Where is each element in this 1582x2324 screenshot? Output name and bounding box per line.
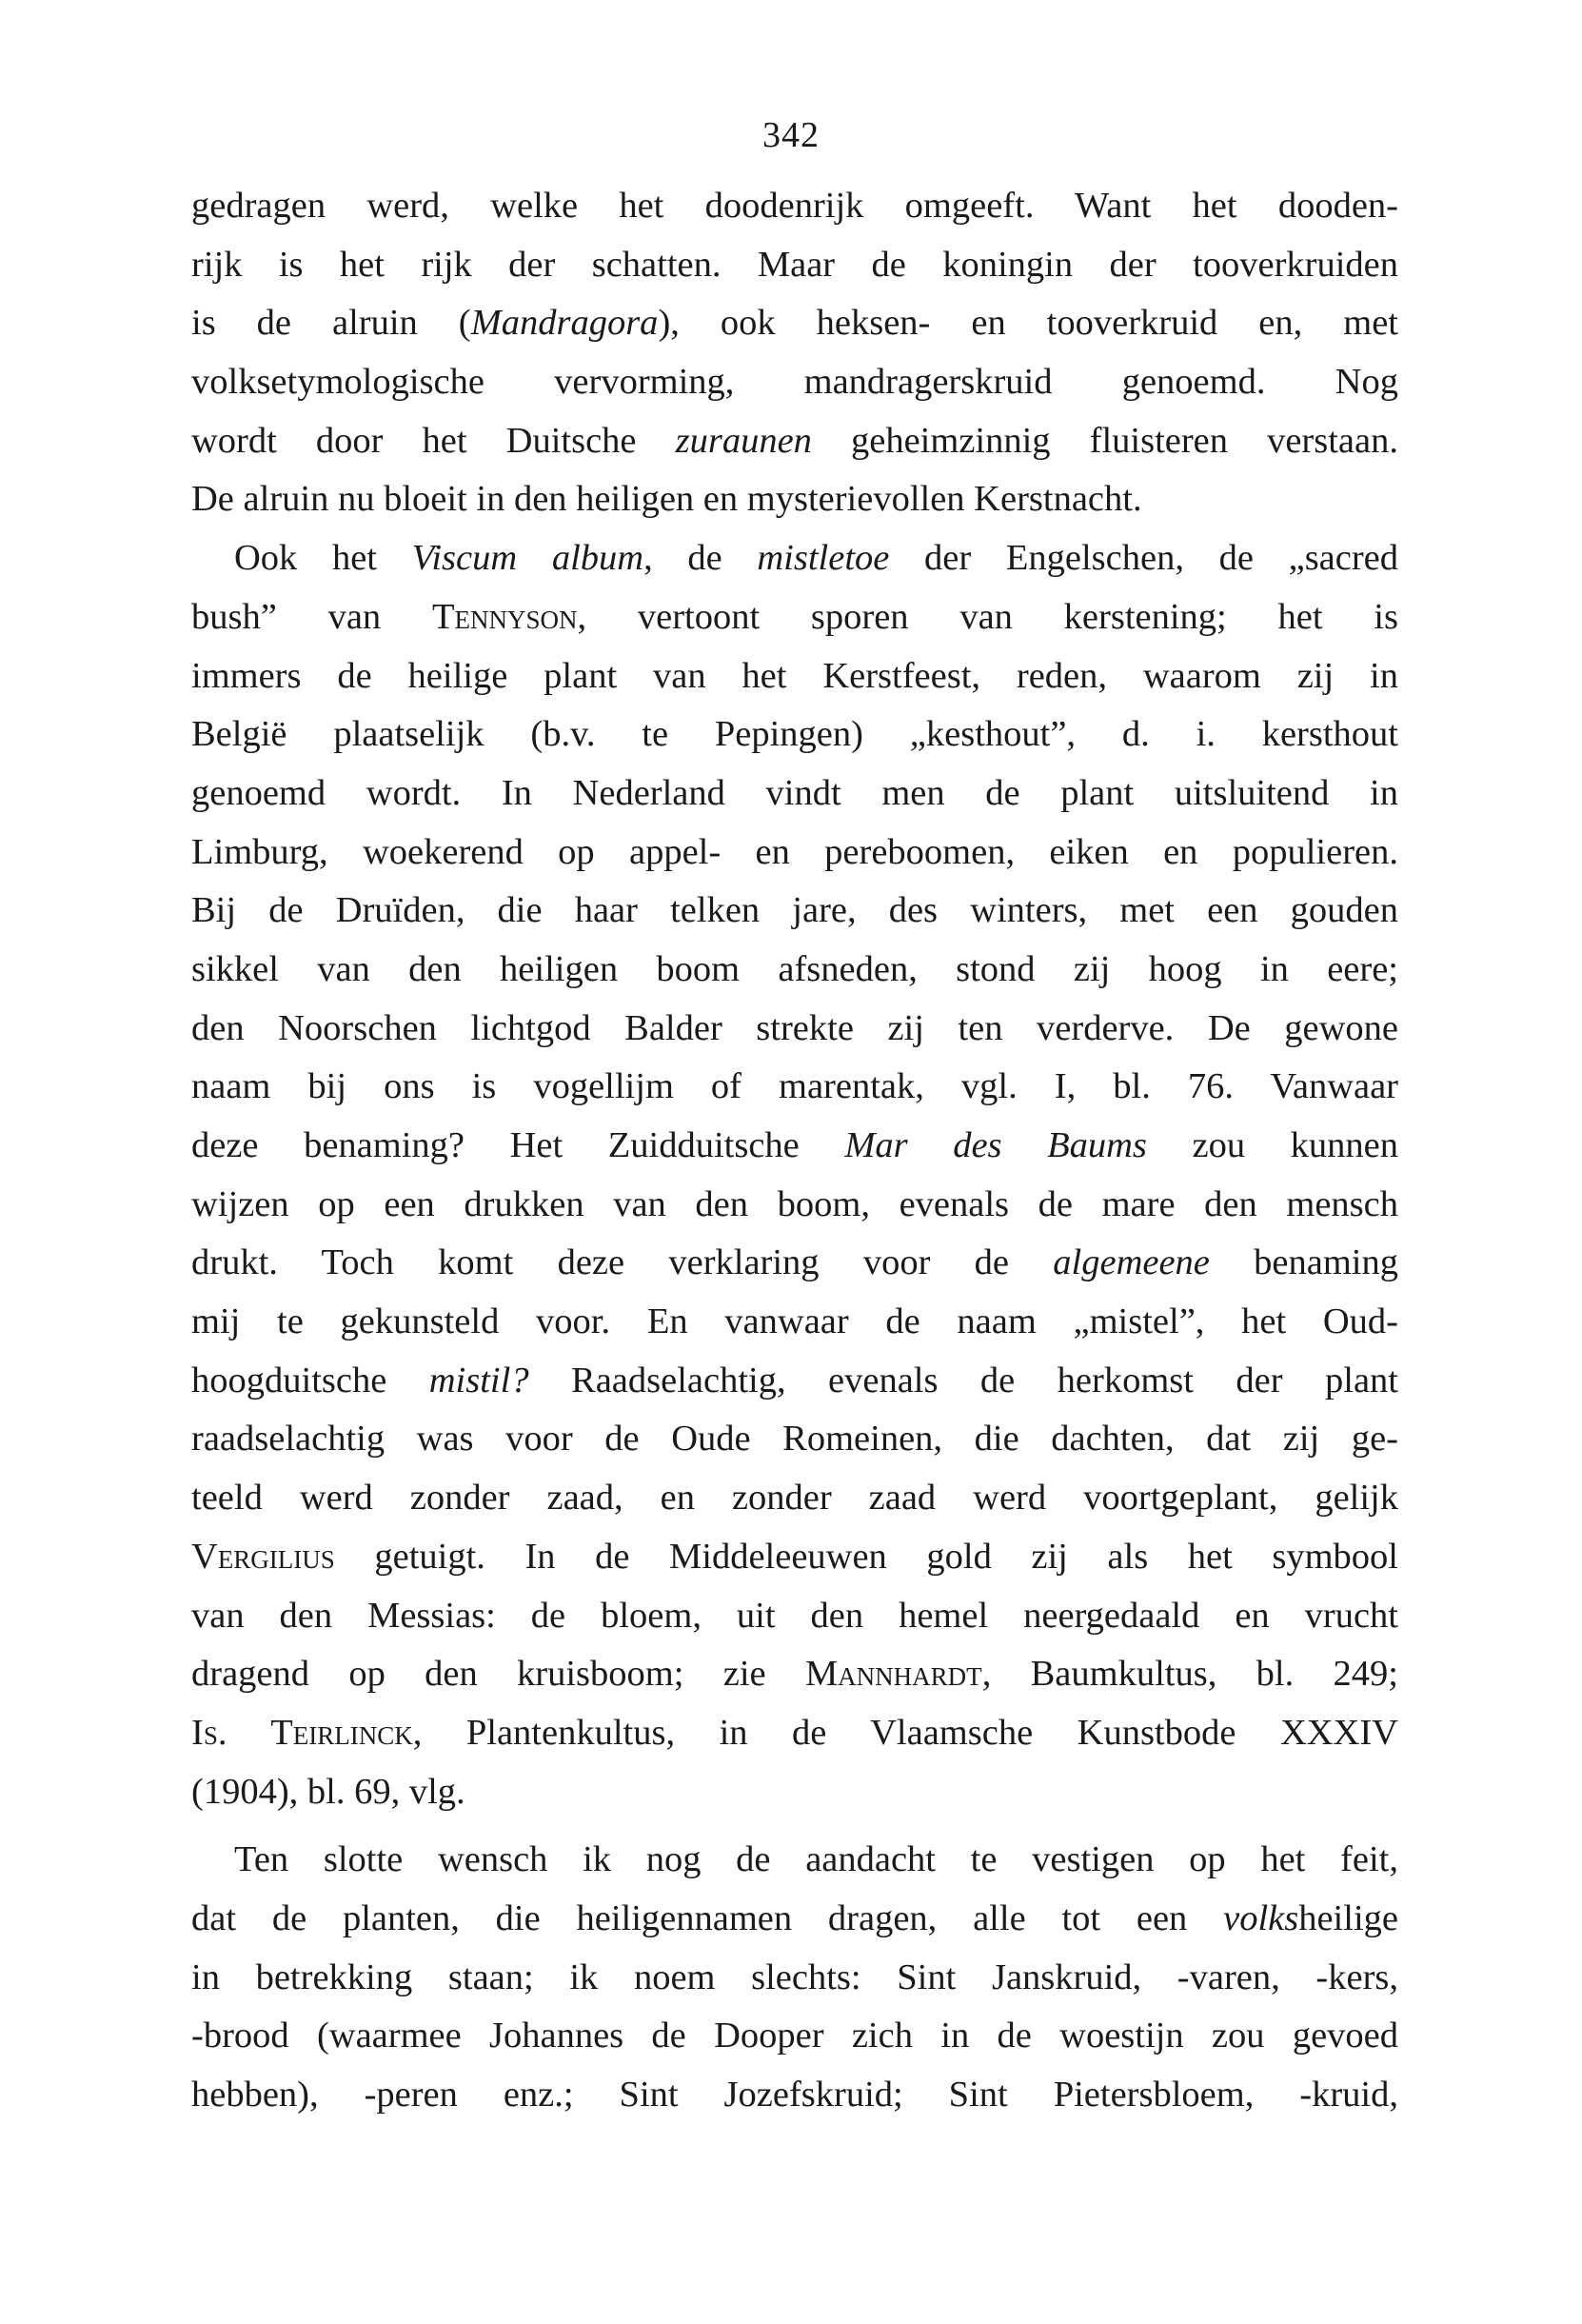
text-run: Raadselachtig, evenals de herkomst der plant xyxy=(528,1360,1398,1400)
text-line xyxy=(191,1293,1398,1352)
text-line xyxy=(191,353,1398,412)
text-run: mij te gekunsteld voor. En vanwaar de naam „mistel”, het Oud- xyxy=(191,1301,1398,1342)
text-run: De alruin nu bloeit in den heiligen en mysterievollen Kerstnacht. xyxy=(191,479,1142,520)
text-line xyxy=(191,1528,1398,1587)
author-name: Mannhardt xyxy=(804,1654,982,1695)
text-line xyxy=(191,647,1398,706)
text-line xyxy=(191,1234,1398,1293)
text-line xyxy=(191,1704,1398,1763)
page-number: 342 xyxy=(762,115,820,155)
text-run: teeld werd zonder zaad, en zonder zaad werd voortgeplant, gelijk xyxy=(191,1478,1398,1519)
text-run: wordt door het Duitsche xyxy=(191,420,676,461)
text-line xyxy=(191,294,1398,353)
text-run: rijk is het rijk der schatten. Maar de koningin der tooverkruiden xyxy=(191,244,1398,285)
text-run: (1904), bl. 69, vlg. xyxy=(191,1771,465,1812)
italic-term: algemeene xyxy=(1053,1242,1210,1283)
text-run: geheimzinnig fluisteren verstaan. xyxy=(811,420,1398,461)
text-line xyxy=(191,529,1398,588)
text-run: raadselachtig was voor de Oude Romeinen, die dachten, dat zij ge- xyxy=(191,1419,1398,1460)
text-line xyxy=(191,1890,1398,1949)
text-line xyxy=(191,1410,1398,1469)
text-run: in betrekking staan; ik noem slechts: Sint Janskruid, -varen, -kers, xyxy=(191,1957,1398,1997)
text-run: volksetymologische vervorming, mandragerskruid genoemd. Nog xyxy=(191,362,1398,403)
text-run: dragend op den kruisboom; zie xyxy=(191,1654,805,1695)
text-run: hoogduitsche xyxy=(191,1360,429,1400)
text-run: van den Messias: de bloem, uit den hemel neergedaald en vrucht xyxy=(191,1595,1398,1636)
text-run: zou kunnen xyxy=(1146,1125,1398,1165)
text-line xyxy=(191,588,1398,647)
text-run: hebben), -peren enz.; Sint Jozefskruid; Sint Pietersbloem, -kruid, xyxy=(191,2075,1398,2115)
text-run: , Plantenkultus, in de Vlaamsche Kunstbode XXXIV xyxy=(412,1712,1398,1753)
italic-term: Mandragora xyxy=(470,303,659,344)
text-line xyxy=(191,412,1398,471)
text-line xyxy=(191,1587,1398,1646)
text-line xyxy=(191,2007,1398,2066)
text-line xyxy=(191,1058,1398,1117)
text-line xyxy=(191,882,1398,941)
text-line xyxy=(191,1117,1398,1176)
text-run: der Engelschen, de „sacred xyxy=(889,538,1399,579)
text-run: Limburg, woekerend op appel- en pereboomen, eiken en populieren. xyxy=(191,831,1398,872)
italic-term: zuraunen xyxy=(675,420,812,461)
text-run: benaming xyxy=(1209,1242,1398,1283)
text-run: genoemd wordt. In Nederland vindt men de plant uitsluitend in xyxy=(191,772,1398,813)
text-line xyxy=(191,1000,1398,1059)
text-line xyxy=(191,765,1398,824)
text-line xyxy=(191,470,1398,529)
text-run: deze benaming? Het Zuidduitsche xyxy=(191,1125,845,1165)
text-line xyxy=(191,236,1398,295)
text-line xyxy=(191,1831,1398,1890)
text-line xyxy=(191,1645,1398,1704)
text-line xyxy=(191,1469,1398,1528)
text-run: bush” van xyxy=(191,596,432,637)
text-run: Bij de Druïden, die haar telken jare, des winters, met een gouden xyxy=(191,890,1398,931)
text-run: sikkel van den heiligen boom afsneden, stond zij hoog in eere; xyxy=(191,948,1398,989)
italic-term: Viscum album xyxy=(411,538,644,579)
text-run: getuigt. In de Middeleeuwen gold zij als het symbool xyxy=(334,1536,1398,1577)
body-text xyxy=(191,177,1398,2125)
text-run: , vertoont sporen van kerstening; het is xyxy=(577,596,1398,637)
text-line xyxy=(191,1949,1398,2008)
italic-term: volks xyxy=(1223,1897,1299,1938)
text-run: is de alruin ( xyxy=(191,303,471,344)
text-line xyxy=(191,824,1398,883)
italic-term: Mar des Baums xyxy=(844,1125,1147,1165)
text-run: heilige xyxy=(1298,1897,1398,1938)
text-line xyxy=(191,1176,1398,1235)
italic-term: mistletoe xyxy=(757,538,890,579)
text-run: immers de heilige plant van het Kerstfeest, reden, waarom zij in xyxy=(191,655,1398,696)
text-run: wijzen op een drukken van den boom, evenals de mare den mensch xyxy=(191,1183,1398,1224)
text-run: naam bij ons is vogellijm of marentak, vgl. I, bl. 76. Vanwaar xyxy=(191,1066,1398,1107)
text-run: den Noorschen lichtgod Balder strekte zij ten verderve. De gewone xyxy=(191,1007,1398,1048)
text-run: België plaatselijk (b.v. te Pepingen) „kesthout”, d. i. kersthout xyxy=(191,714,1398,755)
author-name: Is. Teirlinck xyxy=(191,1712,413,1753)
text-run: Ook het xyxy=(234,538,412,579)
text-line xyxy=(191,177,1398,236)
text-run: dat de planten, die heiligennamen dragen, alle tot een xyxy=(191,1897,1224,1938)
text-line xyxy=(191,941,1398,1000)
text-run: , de xyxy=(643,538,758,579)
text-run: ), ook heksen- en tooverkruid en, met xyxy=(658,303,1398,344)
author-name: Vergilius xyxy=(191,1536,335,1577)
text-run: -brood (waarmee Johannes de Dooper zich in de woestijn zou gevoed xyxy=(191,2016,1398,2056)
text-run: , Baumkultus, bl. 249; xyxy=(981,1654,1399,1695)
text-line xyxy=(191,1352,1398,1411)
text-line xyxy=(191,705,1398,765)
text-run: drukt. Toch komt deze verklaring voor de xyxy=(191,1242,1054,1283)
text-run: Ten slotte wensch ik nog de aandacht te vestigen op het feit, xyxy=(234,1839,1398,1880)
author-name: Tennyson xyxy=(431,596,578,637)
italic-term: mistil? xyxy=(428,1360,529,1400)
text-run: gedragen werd, welke het doodenrijk omgeeft. Want het dooden- xyxy=(191,186,1398,226)
text-line xyxy=(191,2066,1398,2125)
text-line xyxy=(191,1763,1398,1822)
